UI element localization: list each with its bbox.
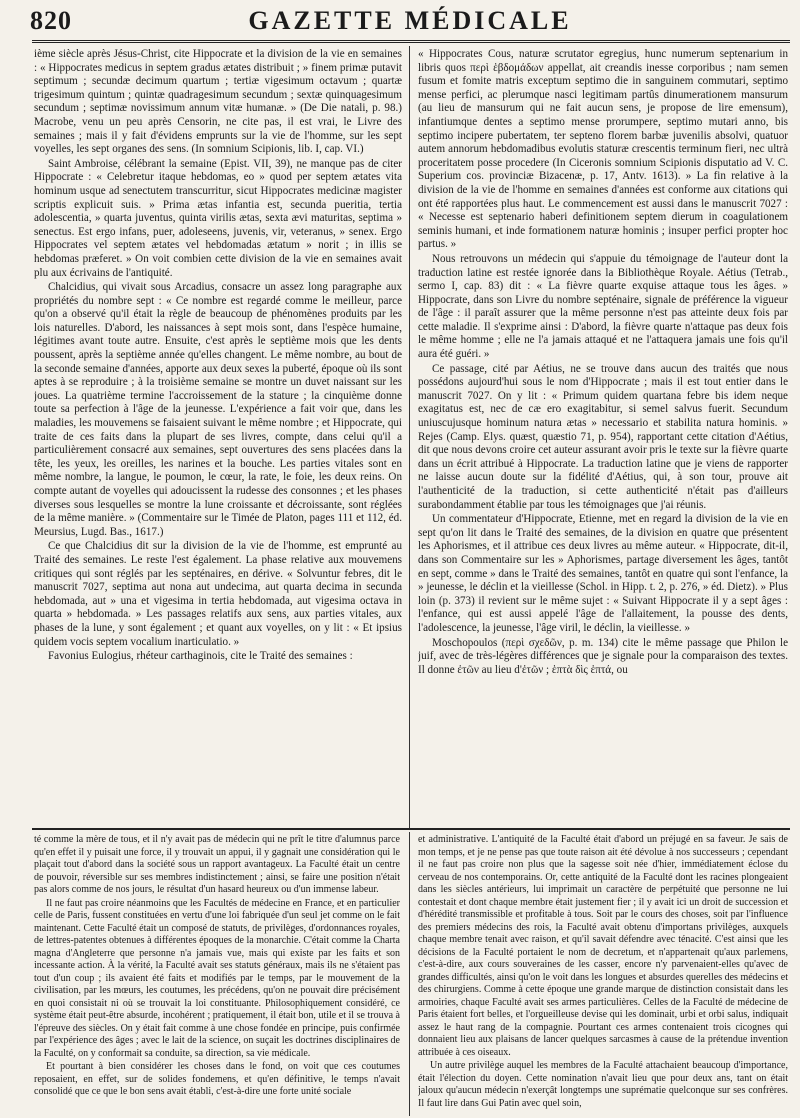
paragraph: Chalcidius, qui vivait sous Arcadius, consacre un assez long paragraphe aux propriétés du nombre sept : « Ce nombre est regardé comme le meilleur, parce qu'on a observé qu'il était la règle de beaucoup de phénomènes produits par les lois naturelles. D'abord, les naissances à sept mois sont, dans l'espèce humaine, légitimes avant toute autre. Ensuite, c'est après le septième mois que les dents poussent, après la septième année qu'elles changent. Le même nombre, au bout de la seconde semaine d'années, apporte aux deux sexes la puberté, époque où ils sont aptes à se reproduire ; à la troisième semaine se montre un duvet naissant sur les joues. La quatrième termine l'accroissement de la stature ; la cinquième donne toute sa perfection à l'âge de la jeunesse. L'expérience a fait voir que, dans les maladies, les mouvemens se faisaient suivant le même nombre ; et Hippocrate, qui traite de ces faits dans la plupart de ses livres, compte, dans celui qu'il a particulièrement consacré aux semaines, sept ouvertures des sens placées dans la tête, les yeux, les oreilles, les narines et la bouche. Les parties vitales sont en même nombre, la langue, le poumon, le cœur, la rate, le foie, les deux reins. On compte autant de voyelles qui adoucissent la rudesse des consonnes ; et les phases diverses sous lesquelles se montre la lune croissante et décroissante, sont réglées de la même manière. » (Commentaire sur le Timée de Platon, pages 111 et 112, éd. Meursius, Lugd. Bas., 1617.) [34,281,402,538]
paragraph: té comme la mère de tous, et il n'y avait pas de médecin qui ne prît le titre d'alumnus parce qu'en effet il y puisait une force, il y trouvait un appui, il y gagnait une considération qui le plaçait tout d'abord dans la société sous un rapport avantageux. La Faculté était un centre de pouvoir, réversible sur ses membres indistinctement ; ainsi, se faire une position n'était pas alors comme de nos jours, le résultat d'un hasard heureux ou d'un immense labeur. [34,834,400,895]
paragraph: et administrative. L'antiquité de la Faculté était d'abord un préjugé en sa faveur. Je sais de mon temps, et je ne pense pas que toute raison ait été dévolue à nos successeurs ; cependant il ne faut pas croire non plus que la sagesse soit née d'hier, immédiatement éclose du cerveau de nos contemporains. Or, cette antiquité de la Faculté dont les racines plongeaient dans les siècles antérieurs, lui imprimait un caractère de perpétuité que personne ne lui contestait et dont chaque membre était justement fier ; il y avait ici un droit de succession et d'hérédité transmissible et profitable à tous. Soit par le cours des choses, soit par l'influence des premiers médecins des rois, la Faculté avait obtenu d'importans privilèges, auxquels chaque membre tenait avec raison, et qu'il savait défendre avec ténacité. C'est ainsi que les décisions de la Faculté portaient le nom de decretum, et n'appartenait qu'aux parlemens, c'est-à-dire, aux cours souveraines de les casser, encore n'y parvenaient-elles qu'avec de grandes difficultés, ainsi qu'on le voit dans les longues et absurdes querelles des médecins et des chirurgiens. Comme à cette époque une grande marque de distinction consistait dans les armoiries, chaque Faculté avait ses armes particulières. Celles de la Faculté de médecine de Paris étaient fort belles, et l'orgueilleuse devise qui les dominait, urbi et orbi salus, indiquait assez le haut rang de la compagnie. Pourtant ces armes contenaient trois cicognes qui donnaient lieu aux plaisans de lancer quelques sarcasmes à cause de la prétendue invention attribuée à ces oiseaux. [418,834,788,1058]
main-right-column [418,48,788,824]
feuilleton-rule [32,828,790,830]
paragraph: « Hippocrates Cous, naturæ scrutator egregius, hunc numerum septenarium in libris quos περὶ ἑβδομάδων appellat, ait creandis inesse corporibus ; nam semen fusum et fomite matris exceptum septimo die in sanguinem commutari, septimo mense perfici, ac plerumque nasci legitimam partûs dinumerationem mansurum (au lieu de mansurum qui ne fait aucun sens, je propose de lire emensum), infantiumque dentes a septimo mense prorumpere, septimo mutari anno, bis septimo incipere pubertatem, ter septeno florem barbæ juvenilis absolvi, quatuor autem annorum hebdomadibus evolutis staturæ crescentis terminum fieri, nec ultrà proceritatem posse procedere (In Ciceronis somnium Scipionis disputatio ad V. C. Superium cos. provinciæ Bizacenæ, p. 17, Antv. 1613). » La fin relative à la division de la vie de l'homme en semaines d'années est conforme aux citations qui ont été rapportées plus haut. Le commencement est aussi dans le manuscrit 7027 : « Necesse est septenario haberi definitionem septem dierum in coagulationem seminis humani, et inde formationem naturæ hominis ; insuper perfici propter hoc partus. » [418,48,788,251]
paragraph: Nous retrouvons un médecin qui s'appuie du témoignage de l'auteur dont la traduction latine est restée ignorée dans la Bibliothèque Royale. Aétius (Tetrab., sermo I, cap. 83) dit : « La fièvre quarte exquise attaque tous les âges. » Hippocrate, dans son Livre du nombre septénaire, signale de préférence la vigueur de l'âge : il paraît assurer que la même personne n'est pas atteinte deux fois par cette maladie. Il s'exprime ainsi : D'abord, la fièvre quarte n'attaque pas deux fois le même homme ; elle ne l'a jamais attaqué et ne l'attaquera jamais une fois qu'il aura été guéri. » [418,252,788,361]
column-divider [409,46,410,828]
page-number: 820 [30,6,72,35]
paragraph: Il ne faut pas croire néanmoins que les Facultés de médecine en France, et en particulier celle de Paris, fussent constituées en vertu d'une loi fabriquée d'un seul jet comme on le fait maintenant. Cette Faculté était un composé de statuts, de privilèges, d'ordonnances royales, de lettres-patentes obtenues à différentes époques de la monarchie. C'était comme la Charta magna d'Angleterre que personne n'a jamais vue, mais qui existe par les faits et son incessante action. À la vérité, la Faculté avait ses statuts généraux, mais ils ne s'étaient pas tout d'un coup ; ils avaient été faits et modifiés par le temps, par le mouvement de la civilisation, par les mœurs, les coutumes, les précédens, qu'on ne pouvait dire précisément en quoi consistait ni où se trouvait la loi constituante. Philosophiquement considéré, ce système était peut-être absurde, incohérent ; pratiquement, il était bon, utile et il se trouva à l'épreuve des siècles. On y était fait comme à une chose fondée en principe, puis confirmée par l'expérience des âges ; avec le lait de la science, on suçait les doctrines disciplinaires de la Faculté, on y conformait sa conduite, sa direction, sa vie médicale. [34,897,400,1059]
paragraph: Ce que Chalcidius dit sur la division de la vie de l'homme, est emprunté au Traité des semaines. Le reste l'est également. La phase relative aux mouvemens critiques qui sont réglés par les septénaires, en dérive. « Solvuntur febres, dit le manuscrit 7027, septima aut nona aut undecima, aut quarta decima in secunda hebdomada, aut » una et vigesima in tertia hebdomada, aut vigesima octava in quarta » hebdomada. » Les passages relatifs aux sens, aux parties vitales, aux phases de la lune, y sont également ; et quant aux voyelles, on y lit : « Et ipsius quidem vocis septem vocalium inarticulatio. » [34,540,402,648]
paragraph: Et pourtant à bien considérer les choses dans le fond, on voit que ces coutumes reposaient, en effet, sur de solides fondemens, et qu'en définitive, le temps n'avait consolidé que ce que le bon sens avait établi, c'est-à-dire une forte unité sociale [34,1061,400,1097]
feuilleton-left-column [34,834,400,1116]
main-left-column [34,48,402,824]
feuilleton-right-column [418,834,788,1116]
journal-title: GAZETTE MÉDICALE [248,6,572,35]
paragraph: Saint Ambroise, célébrant la semaine (Epist. VII, 39), ne manque pas de citer Hippocrate : « Celebretur itaque hebdomas, eo » quod per septem ætates vita hominum usque ad senectutem transcurritur, sicut Hippocrates medicinæ magister scriptis explicuit suis. » Prima ætas infantia est, secunda pueritia, tertia adolescentia, » quarta juventus, quinta virilis ætas, sexta ævi maturitas, septima » senectus. Est ergo infans, puer, adoleseens, juvenis, vir, veteranus, » senex. Ergo Hippocrates vel septem ætates vel hebdomadas ætatum » norit ; in illis se hebdomas præferet. » On voit combien cette division de la vie en semaines avait plu aux écrivains de l'antiquité. [34,157,402,279]
paragraph: Favonius Eulogius, rhéteur carthaginois, cite le Traité des semaines : [48,650,353,663]
header-rule [32,40,790,43]
paragraph: Ce passage, cité par Aétius, ne se trouve dans aucun des traités que nous possédons aujourd'hui sous le nom d'Hippocrate ; mais il est tout entier dans le manuscrit 7027. On y lit : « Primum quidem quartana febre bis idem neque exagitatus est, nec de cæ ero exagitabitur, si semel salvus fuerit. Secundum uniuscujusque hominum natura ætas » necessario et stabilita natura hominis. » Rejes (Camp. Elys. quæst, quæstio 71, p. 954), rapportant cette citation d'Aétius, dit que nous devons croire cet auteur assurant avoir pris le texte sur la fièvre quarte dans un écrit attribué à Hippocrate. La traduction latine que je viens de rapporter ne laisse aucun doute sur la fidélité d'Aétius, qui, à son tour, prouve ait l'authenticité de la traduction, si cette authenticité n'était pas d'ailleurs surabondamment établie par tous les témoignages que j'ai réunis. [418,362,788,511]
page-header [30,6,790,42]
column-divider [409,832,410,1116]
paragraph: ième siècle après Jésus-Christ, cite Hippocrate et la division de la vie en semaines : « Hippocrates medicus in septem gradus ætates distribuit ; » finem primæ putavit septimum ; secundæ decimum quartum ; tertiæ vigesimum octavum ; quartæ trigesimum quintum ; quintæ quadragesimum secundum ; sextæ quinquagesimum secundum ; septimæ novissimum annum vitæ humanæ. » (De Die natali, p. 98.) Macrobe, venu un peu après Censorin, ne cite pas, il est vrai, le Livre des semaines ; mais il y fait d'évidens emprunts sur la vie de l'homme, sur les sept voyelles, les sept organes des sens. (In somnium Scipionis, lib. I, cap. VI.) [34,48,402,156]
paragraph: Un commentateur d'Hippocrate, Etienne, met en regard la division de la vie en sept qu'on lit dans le Traité des semaines, de la division en quatre que présentent les Aphorismes, et il attribue ces deux livres au même auteur. « Hippocrate, dit-il, dans son Commentaire sur les » Aphorismes, partage diversement les âges, tantôt en sept, comme » dans le Traité des semaines, tantôt en quatre qui sont l'enfance, la » jeunesse, le déclin et la vieillesse (Schol. in Hipp. t. 2, p. 276, » éd. Dietz). » Plus loin (p. 373) il revient sur le même sujet : « Suivant Hippocrate il y a sept âges : l'enfance, qui est aussi appelé l'âge de l'allaitement, la pousse des dents, l'adolescence, la jeunesse, l'âge viril, le déclin, la vieillesse. » [418,513,788,634]
paragraph: Un autre privilège auquel les membres de la Faculté attachaient beaucoup d'importance, était l'élection du doyen. Cette nomination n'avait lieu que pour deux ans, tant on était jaloux qu'aucun médecin n'exerçât longtemps une suprématie quelconque sur ses confrères. Il faut lire dans Gui Patin avec quel soin, [418,1060,788,1109]
paragraph: Moschopoulos (περὶ σχεδῶν, p. m. 134) cite le même passage que Philon le juif, avec de très-légères différences que je signale pour la comparaison des textes. Il donne ἐτῶν au lieu d'ἐτῶν ; ἑπτὰ δὶς ἑπτά, ou [418,636,788,676]
